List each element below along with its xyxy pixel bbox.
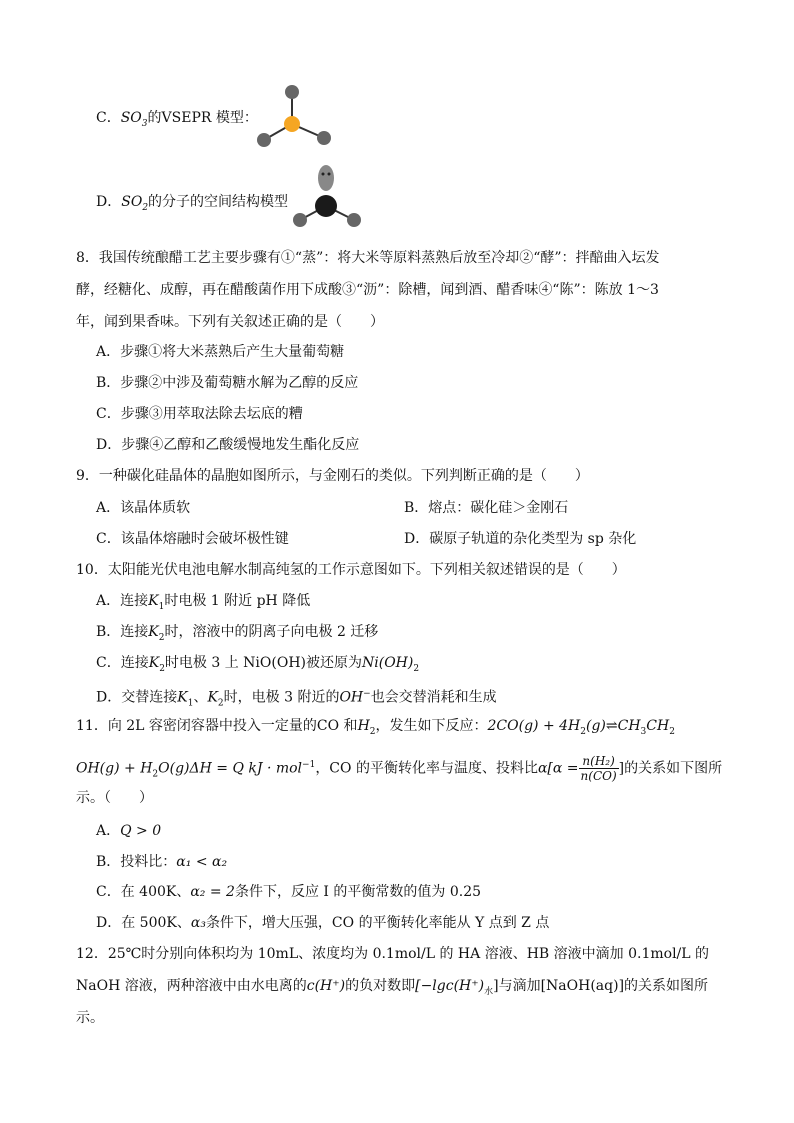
q11-option-d: D．在 500K、α₃条件下，增大压强，CO 的平衡转化率能从 Y 点到 Z 点 — [96, 915, 550, 931]
q8-option-a: A．步骤①将大米蒸熟后产生大量葡萄糖 — [96, 344, 345, 360]
q8-option-b: B．步骤②中涉及葡萄糖水解为乙醇的反应 — [96, 375, 359, 391]
q11-stem-line1: 11．向 2L 容密闭容器中投入一定量的CO 和$H_2$，发生如下反应：$2CO(g) + 4H_2(g)\rightleftharpoons CH_3CH_2$ — [76, 718, 675, 737]
q9-stem: 9．一种碳化硅晶体的晶胞如图所示，与金刚石的类似。下列判断正确的是（ ） — [76, 468, 589, 484]
q10-option-b: B．连接$K_2$时，溶液中的阴离子向电极 2 迁移 — [96, 624, 379, 643]
q10-option-d: D．交替连接$K_1$、$K_2$时，电极 3 附近的OH−也会交替消耗和生成 — [96, 689, 497, 709]
q9-option-d: D．碳原子轨道的杂化类型为 sp 杂化 — [404, 531, 637, 547]
q10-option-c: C．连接$K_2$时电极 3 上 NiO(OH)被还原为$Ni(OH)_2$ — [96, 655, 420, 674]
q12-stem-line2: NaOH 溶液，两种溶液中由水电离的c(H⁺)的负对数即$[-\lg c(H^+)_水]$与滴加[NaOH(aq)]的关系如图所 — [76, 978, 709, 997]
q8-stem-line2: 酵，经糖化、成醇，再在醋酸菌作用下成酸③“沥”：除槽，闻到酒、醋香味④“陈”：陈放 1～3 — [76, 282, 659, 298]
q10-stem: 10．太阳能光伏电池电解水制高纯氢的工作示意图如下。下列相关叙述错误的是（ ） — [76, 562, 626, 578]
q11-option-a: A．Q > 0 — [96, 823, 162, 839]
q8-stem-line1: 8．我国传统酿醋工艺主要步骤有①“蒸”：将大米等原料蒸熟后放至冷却②“酵”：拌醅曲入坛发 — [76, 250, 660, 266]
q10-option-a: A．连接$K_1$时电极 1 附近 pH 降低 — [96, 593, 311, 612]
q9-option-c: C．该晶体熔融时会破坏极性键 — [96, 531, 289, 547]
q8-option-c: C．步骤③用萃取法除去坛底的糟 — [96, 406, 303, 422]
q11-stem-line3: 示。（ ） — [76, 790, 153, 806]
q9-option-a: A．该晶体质软 — [96, 500, 191, 516]
q12-stem-line3: 示。 — [76, 1010, 104, 1026]
q11-stem-line2: $OH(g) + H_2O(g)\Delta H = Q$ kJ · mol$^{-1}$，CO 的平衡转化率与温度、投料比α[α = $\frac{\text{n(H₂)}}{n(CO)}$ ]的关系如下图所 — [76, 754, 723, 784]
q8-stem-line3: 年，闻到果香味。下列有关叙述正确的是（ ） — [76, 314, 384, 330]
q11-option-c: C．在 400K、α₂ = 2条件下，反应 I 的平衡常数的值为 0.25 — [96, 884, 482, 900]
q11-option-b: B．投料比：α₁ < α₂ — [96, 854, 228, 870]
option-d-line: D．$SO_2$的分子的空间结构模型 — [96, 194, 289, 213]
option-c-line: C．$SO_3$的VSEPR 模型： — [96, 110, 258, 129]
q12-stem-line1: 12．25℃时分别向体积均为 10mL、浓度均为 0.1mol/L 的 HA 溶液、HB 溶液中滴加 0.1mol/L 的 — [76, 946, 710, 962]
feed-ratio-fraction: $\frac{\text{n(H₂)}}{n(CO)}$ — [580, 754, 617, 784]
so3-vsepr-model-image — [252, 82, 342, 152]
so2-structure-model-image — [288, 164, 368, 234]
q8-option-d: D．步骤④乙醇和乙酸缓慢地发生酯化反应 — [96, 437, 360, 453]
q9-option-b: B．熔点：碳化硅＞金刚石 — [404, 500, 569, 516]
